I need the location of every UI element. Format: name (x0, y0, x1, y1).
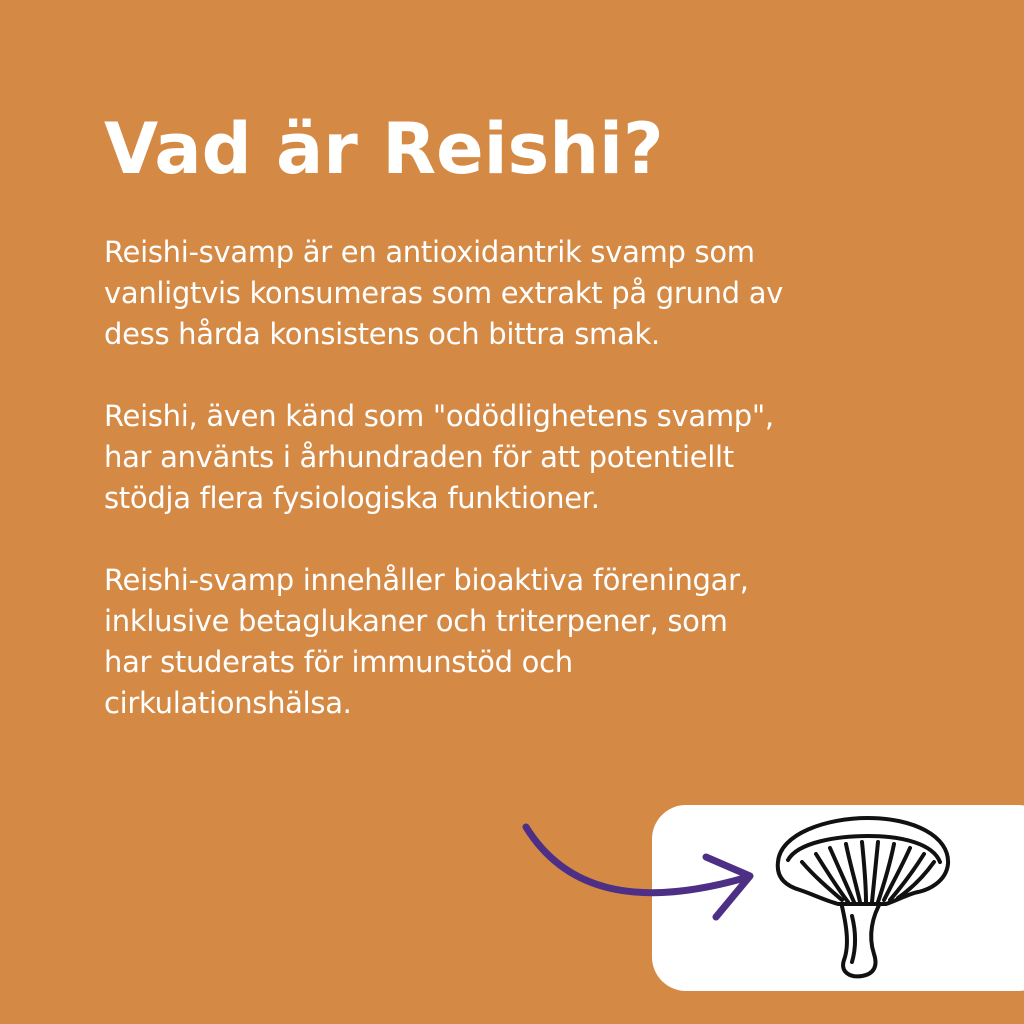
paragraph-line: vanligtvis konsumeras som extrakt på grund av (104, 276, 784, 310)
body-text (104, 232, 984, 765)
paragraph-line: inklusive betaglukaner och triterpener, som (104, 604, 728, 638)
paragraph-2 (104, 396, 984, 519)
mushroom-icon (768, 812, 958, 980)
paragraph-line: cirkulationshälsa. (104, 686, 352, 720)
paragraph-line: dess hårda konsistens och bittra smak. (104, 317, 660, 351)
paragraph-1 (104, 232, 984, 355)
paragraph-line: har studerats för immunstöd och (104, 645, 573, 679)
paragraph-line: Reishi, även känd som "odödlighetens svamp", (104, 399, 774, 433)
paragraph-3 (104, 560, 984, 724)
paragraph-line: stödja flera fysiologiska funktioner. (104, 481, 600, 515)
paragraph-line: Reishi-svamp är en antioxidantrik svamp som (104, 235, 755, 269)
curved-arrow-icon (510, 815, 770, 935)
paragraph-line: har använts i århundraden för att potentiellt (104, 440, 734, 474)
paragraph-line: Reishi-svamp innehåller bioaktiva föreningar, (104, 563, 749, 597)
page-title: Vad är Reishi? (104, 108, 664, 190)
